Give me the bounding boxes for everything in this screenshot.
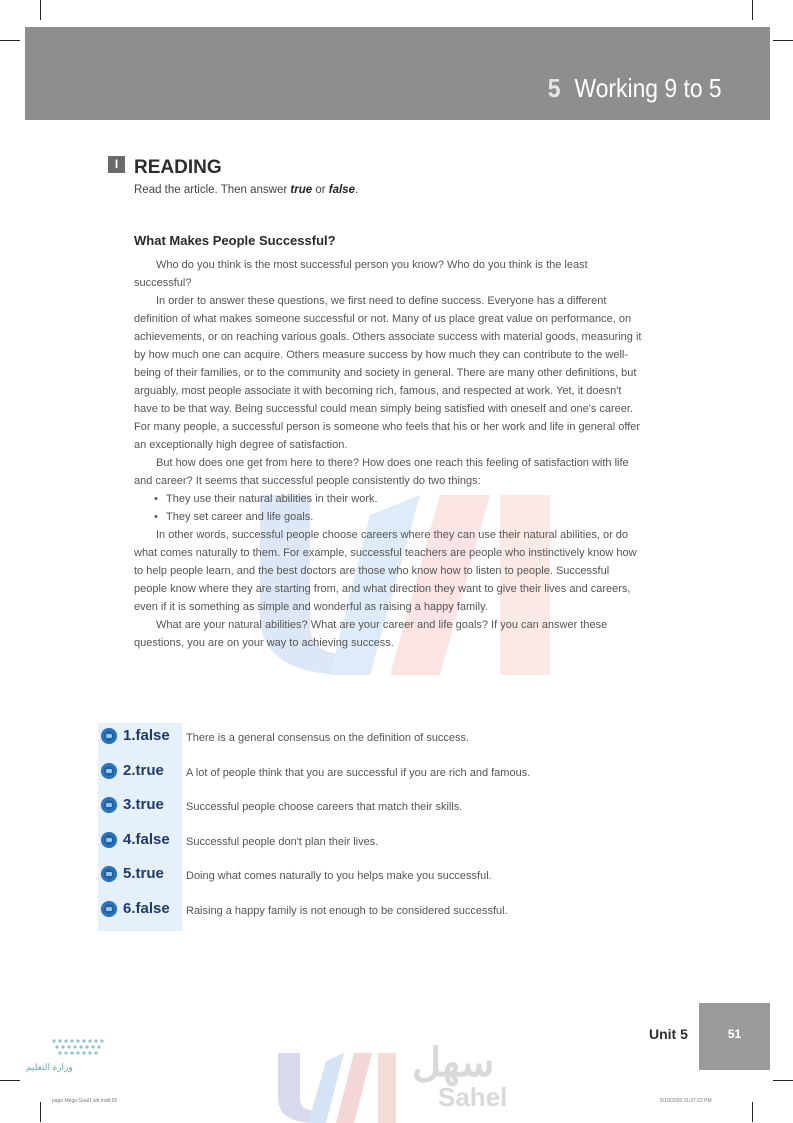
answer-key: 5.true: [123, 865, 164, 883]
crop-mark: [0, 40, 20, 41]
print-slug-right: 5/19/2020 11:37:22 PM: [660, 1098, 712, 1104]
article-paragraph: In other words, successful people choose careers where they can use their natural abilities, or do what comes naturally to them. For example, successful teachers are people who instinctively know how to help people learn, and the best doctors are those who know how to listen to people. Successful people know where they are starting from, and what direction they want to give their lives and careers, even if it is something as simple and wonderful as raising a happy family.: [134, 529, 637, 613]
article-body: [134, 256, 644, 652]
footer-unit-label: Unit 5: [649, 1026, 688, 1042]
unit-title-text: Working 9 to 5: [574, 73, 722, 103]
print-slug-left: page Mega Goal1 wb.indd 55: [52, 1098, 118, 1104]
answer-statement: Raising a happy family is not enough to be considered successful.: [186, 904, 508, 917]
bullet-item: • They use their natural abilities in their work.: [154, 490, 644, 508]
answer-key: 2.true: [123, 761, 164, 779]
audio-bullet-icon[interactable]: [101, 901, 117, 917]
crop-mark: [40, 1102, 41, 1122]
article-paragraph: But how does one get from here to there? How does one reach this feeling of satisfaction with life and career? It seems that successful people consistently do two things:: [134, 457, 629, 487]
instr-before: Read the article. Then answer: [134, 184, 291, 196]
audio-bullet-icon[interactable]: [101, 728, 117, 744]
crop-mark: [752, 1102, 753, 1122]
answer-statement: Doing what comes naturally to you helps make you successful.: [186, 870, 492, 883]
article-paragraph: Who do you think is the most successful person you know? Who do you think is the least successful?: [134, 259, 588, 289]
article-bullets: [134, 490, 644, 526]
crop-mark: [773, 40, 793, 41]
article-paragraph: In order to answer these questions, we first need to define success. Everyone has a different definition of what makes someone successful or not. Many of us place great value on performance, on achievements, or on reaching various goals. Others associate success with material goods, measuring it by how much one can acquire. Others measure success by how much they can contribute to the well-being of their families, or to the community and society in general. There are many other definitions, but arguably, most people associate it with becoming rich, famous, and respected at work. Yet, it doesn't have to be that way. Being successful could mean simply being satisfied with oneself and one's career. For many people, a successful person is someone who feels that his or her work and life in general offer an exceptionally high degree of satisfaction.: [134, 295, 642, 451]
instructions: [134, 184, 358, 196]
instr-false: false: [328, 184, 355, 196]
unit-number: 5: [548, 73, 561, 103]
unit-title: [548, 73, 722, 104]
section-title: READING: [134, 157, 222, 178]
instr-true: true: [290, 184, 313, 196]
bullet-item: • They set career and life goals.: [154, 508, 644, 526]
answer-key: 3.true: [123, 796, 164, 814]
audio-bullet-icon[interactable]: [101, 763, 117, 779]
answer-key: 6.false: [123, 899, 170, 917]
answer-statement: Successful people choose careers that match their skills.: [186, 801, 463, 814]
answer-statement: There is a general consensus on the definition of success.: [186, 732, 470, 744]
sahel-arabic-text: سهل: [412, 1041, 495, 1085]
article-title: What Makes People Successful?: [134, 233, 336, 248]
answer-statement: A lot of people think that you are successful if you are rich and famous.: [186, 766, 531, 779]
answer-statement: Successful people don't plan their lives.: [186, 835, 379, 848]
sahel-latin-text: Sahel: [438, 1082, 508, 1112]
crop-mark: [0, 1080, 20, 1081]
ministry-text: وزارة التعليم: [26, 1062, 73, 1072]
answer-key: 4.false: [123, 830, 170, 848]
crop-mark: [773, 1080, 793, 1081]
article-paragraph: What are your natural abilities? What are your career and life goals? If you can answer these questions, you are on your way to achieving success.: [134, 619, 608, 649]
answer-key: 1.false: [123, 727, 170, 744]
header-band: [25, 27, 770, 120]
page-number-box: [699, 1003, 770, 1070]
crop-mark: [752, 0, 753, 20]
audio-bullet-icon[interactable]: [101, 832, 117, 848]
instr-or: or: [312, 184, 329, 196]
crop-mark: [40, 0, 41, 20]
instr-after: .: [354, 184, 359, 196]
section-number-icon: I: [108, 156, 125, 173]
page-number: 51: [727, 1027, 742, 1041]
